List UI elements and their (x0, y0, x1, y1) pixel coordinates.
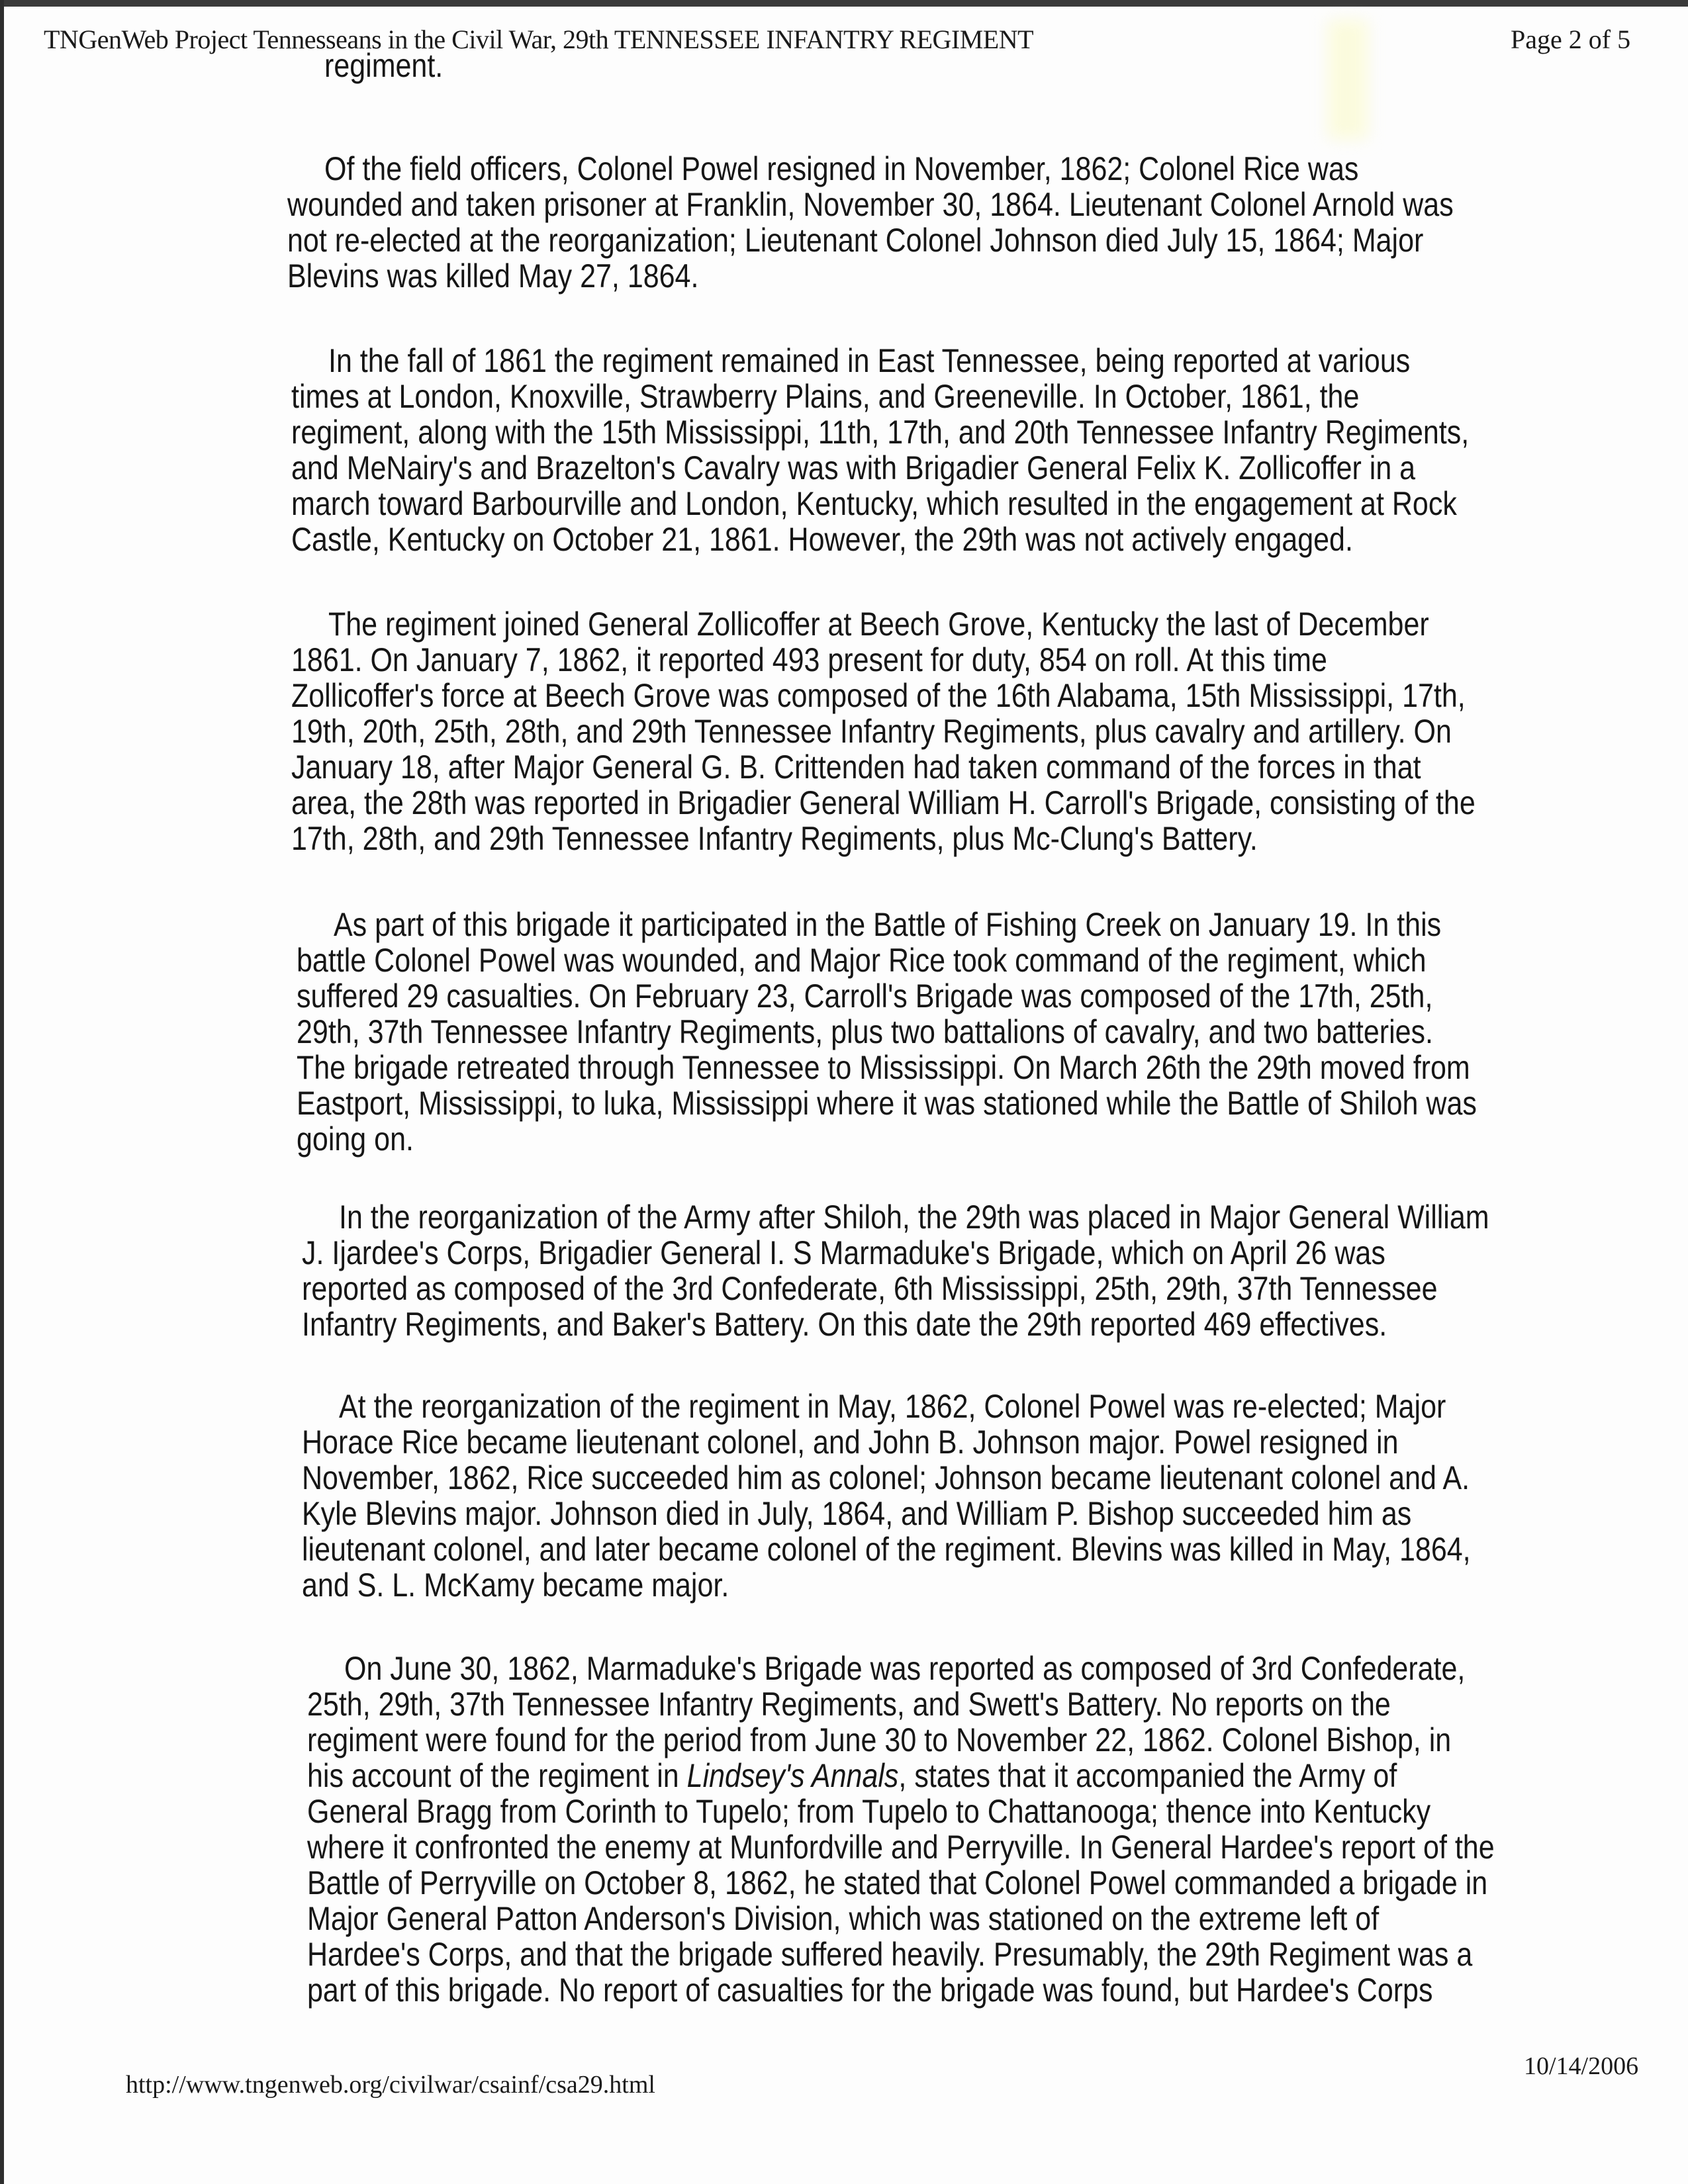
text-line: battle Colonel Powel was wounded, and Major Rice took command of the regiment, which (297, 942, 1427, 979)
text-line: At the reorganization of the regiment in May, 1862, Colonel Powel was re-elected; Major (339, 1388, 1446, 1425)
text-line: Eastport, Mississippi, to luka, Mississippi where it was stationed while the Battle of Shiloh was (297, 1085, 1477, 1122)
text-line: General Bragg from Corinth to Tupelo; from Tupelo to Chattanooga; thence into Kentucky (307, 1793, 1431, 1830)
text-line: reported as composed of the 3rd Confederate, 6th Mississippi, 25th, 29th, 37th Tennessee (302, 1270, 1438, 1307)
text-line: November, 1862, Rice succeeded him as colonel; Johnson became lieutenant colonel and A. (302, 1459, 1470, 1496)
text-line: and S. L. McKamy became major. (302, 1567, 729, 1604)
text-line: regiment were found for the period from June 30 to November 22, 1862. Colonel Bishop, in (307, 1721, 1452, 1758)
text-line: Infantry Regiments, and Baker's Battery. On this date the 29th reported 469 effectives. (302, 1306, 1387, 1343)
text-segment: his account of the regiment in (307, 1757, 687, 1794)
text-line: going on. (297, 1120, 414, 1158)
text-line: regiment, along with the 15th Mississippi, 11th, 17th, and 20th Tennessee Infantry Regiments, (291, 414, 1470, 451)
text-line: times at London, Knoxville, Strawberry Plains, and Greeneville. In October, 1861, the (291, 378, 1360, 415)
book-title: Lindsey's Annals (686, 1757, 899, 1794)
text-line: wounded and taken prisoner at Franklin, November 30, 1864. Lieutenant Colonel Arnold was (287, 186, 1454, 223)
page-number: Page 2 of 5 (1511, 24, 1631, 54)
text-line: J. Ijardee's Corps, Brigadier General I. S Marmaduke's Brigade, which on April 26 was (302, 1234, 1385, 1271)
text-line: not re-elected at the reorganization; Lieutenant Colonel Johnson died July 15, 1864; Major (287, 222, 1424, 259)
text-line: January 18, after Major General G. B. Crittenden had taken command of the forces in that (291, 749, 1421, 786)
footer-url[interactable]: http://www.tngenweb.org/civilwar/csainf/csa29.html (126, 2071, 655, 2099)
text-line: Of the field officers, Colonel Powel resigned in November, 1862; Colonel Rice was (324, 150, 1359, 187)
text-line: The regiment joined General Zollicoffer at Beech Grove, Kentucky the last of December (328, 606, 1429, 643)
text-line: Hardee's Corps, and that the brigade suffered heavily. Presumably, the 29th Regiment was a (307, 1936, 1473, 1973)
text-line: In the reorganization of the Army after Shiloh, the 29th was placed in Major General William (339, 1199, 1489, 1236)
text-line: suffered 29 casualties. On February 23, Carroll's Brigade was composed of the 17th, 25th, (297, 978, 1433, 1015)
text-line: march toward Barbourville and London, Kentucky, which resulted in the engagement at Rock (291, 485, 1457, 522)
text-line: area, the 28th was reported in Brigadier General William H. Carroll's Brigade, consisting of the (291, 784, 1476, 821)
text-line: The brigade retreated through Tennessee to Mississippi. On March 26th the 29th moved from (297, 1049, 1470, 1086)
text-line: Major General Patton Anderson's Division, which was stationed on the extreme left of (307, 1900, 1380, 1937)
text-line: 17th, 28th, and 29th Tennessee Infantry Regiments, plus Mc-Clung's Battery. (291, 820, 1258, 857)
text-line: 1861. On January 7, 1862, it reported 493 present for duty, 854 on roll. At this time (291, 641, 1327, 678)
text-line: Blevins was killed May 27, 1864. (287, 257, 699, 295)
text-line: regiment. (324, 47, 444, 84)
text-line: and MeNairy's and Brazelton's Cavalry was with Brigadier General Felix K. Zollicoffer in a (291, 449, 1416, 486)
text-line: Kyle Blevins major. Johnson died in July, 1864, and William P. Bishop succeeded him as (302, 1495, 1412, 1532)
text-line: 25th, 29th, 37th Tennessee Infantry Regiments, and Swett's Battery. No reports on the (307, 1686, 1391, 1723)
text-line: As part of this brigade it participated in the Battle of Fishing Creek on January 19. In this (334, 906, 1442, 943)
text-line: part of this brigade. No report of casualties for the brigade was found, but Hardee's Corps (307, 1972, 1433, 2009)
text-line: Horace Rice became lieutenant colonel, and John B. Johnson major. Powel resigned in (302, 1424, 1399, 1461)
text-line: Castle, Kentucky on October 21, 1861. However, the 29th was not actively engaged. (291, 521, 1353, 558)
text-line: Zollicoffer's force at Beech Grove was composed of the 16th Alabama, 15th Mississippi, 17th, (291, 677, 1466, 714)
text-line: On June 30, 1862, Marmaduke's Brigade was reported as composed of 3rd Confederate, (344, 1650, 1466, 1687)
text-line: where it confronted the enemy at Munfordville and Perryville. In General Hardee's report of the (307, 1829, 1495, 1866)
text-line: 19th, 20th, 25th, 28th, and 29th Tennessee Infantry Regiments, plus cavalry and artillery. On (291, 713, 1452, 750)
text-line: In the fall of 1861 the regiment remained in East Tennessee, being reported at various (328, 342, 1411, 379)
footer-date: 10/14/2006 (1524, 2052, 1639, 2080)
text-line: 29th, 37th Tennessee Infantry Regiments, plus two battalions of cavalry, and two batteries. (297, 1013, 1434, 1050)
text-line: Battle of Perryville on October 8, 1862, he stated that Colonel Powel commanded a brigade in (307, 1864, 1488, 1901)
header-title: TNGenWeb Project Tennesseans in the Civil War, 29th TENNESSEE INFANTRY REGIMENT (44, 24, 1034, 54)
text-segment: , states that it accompanied the Army of (898, 1757, 1397, 1794)
text-line: lieutenant colonel, and later became colonel of the regiment. Blevins was killed in May, 1864, (302, 1531, 1471, 1568)
text-line-with-italic (307, 1758, 1397, 1794)
